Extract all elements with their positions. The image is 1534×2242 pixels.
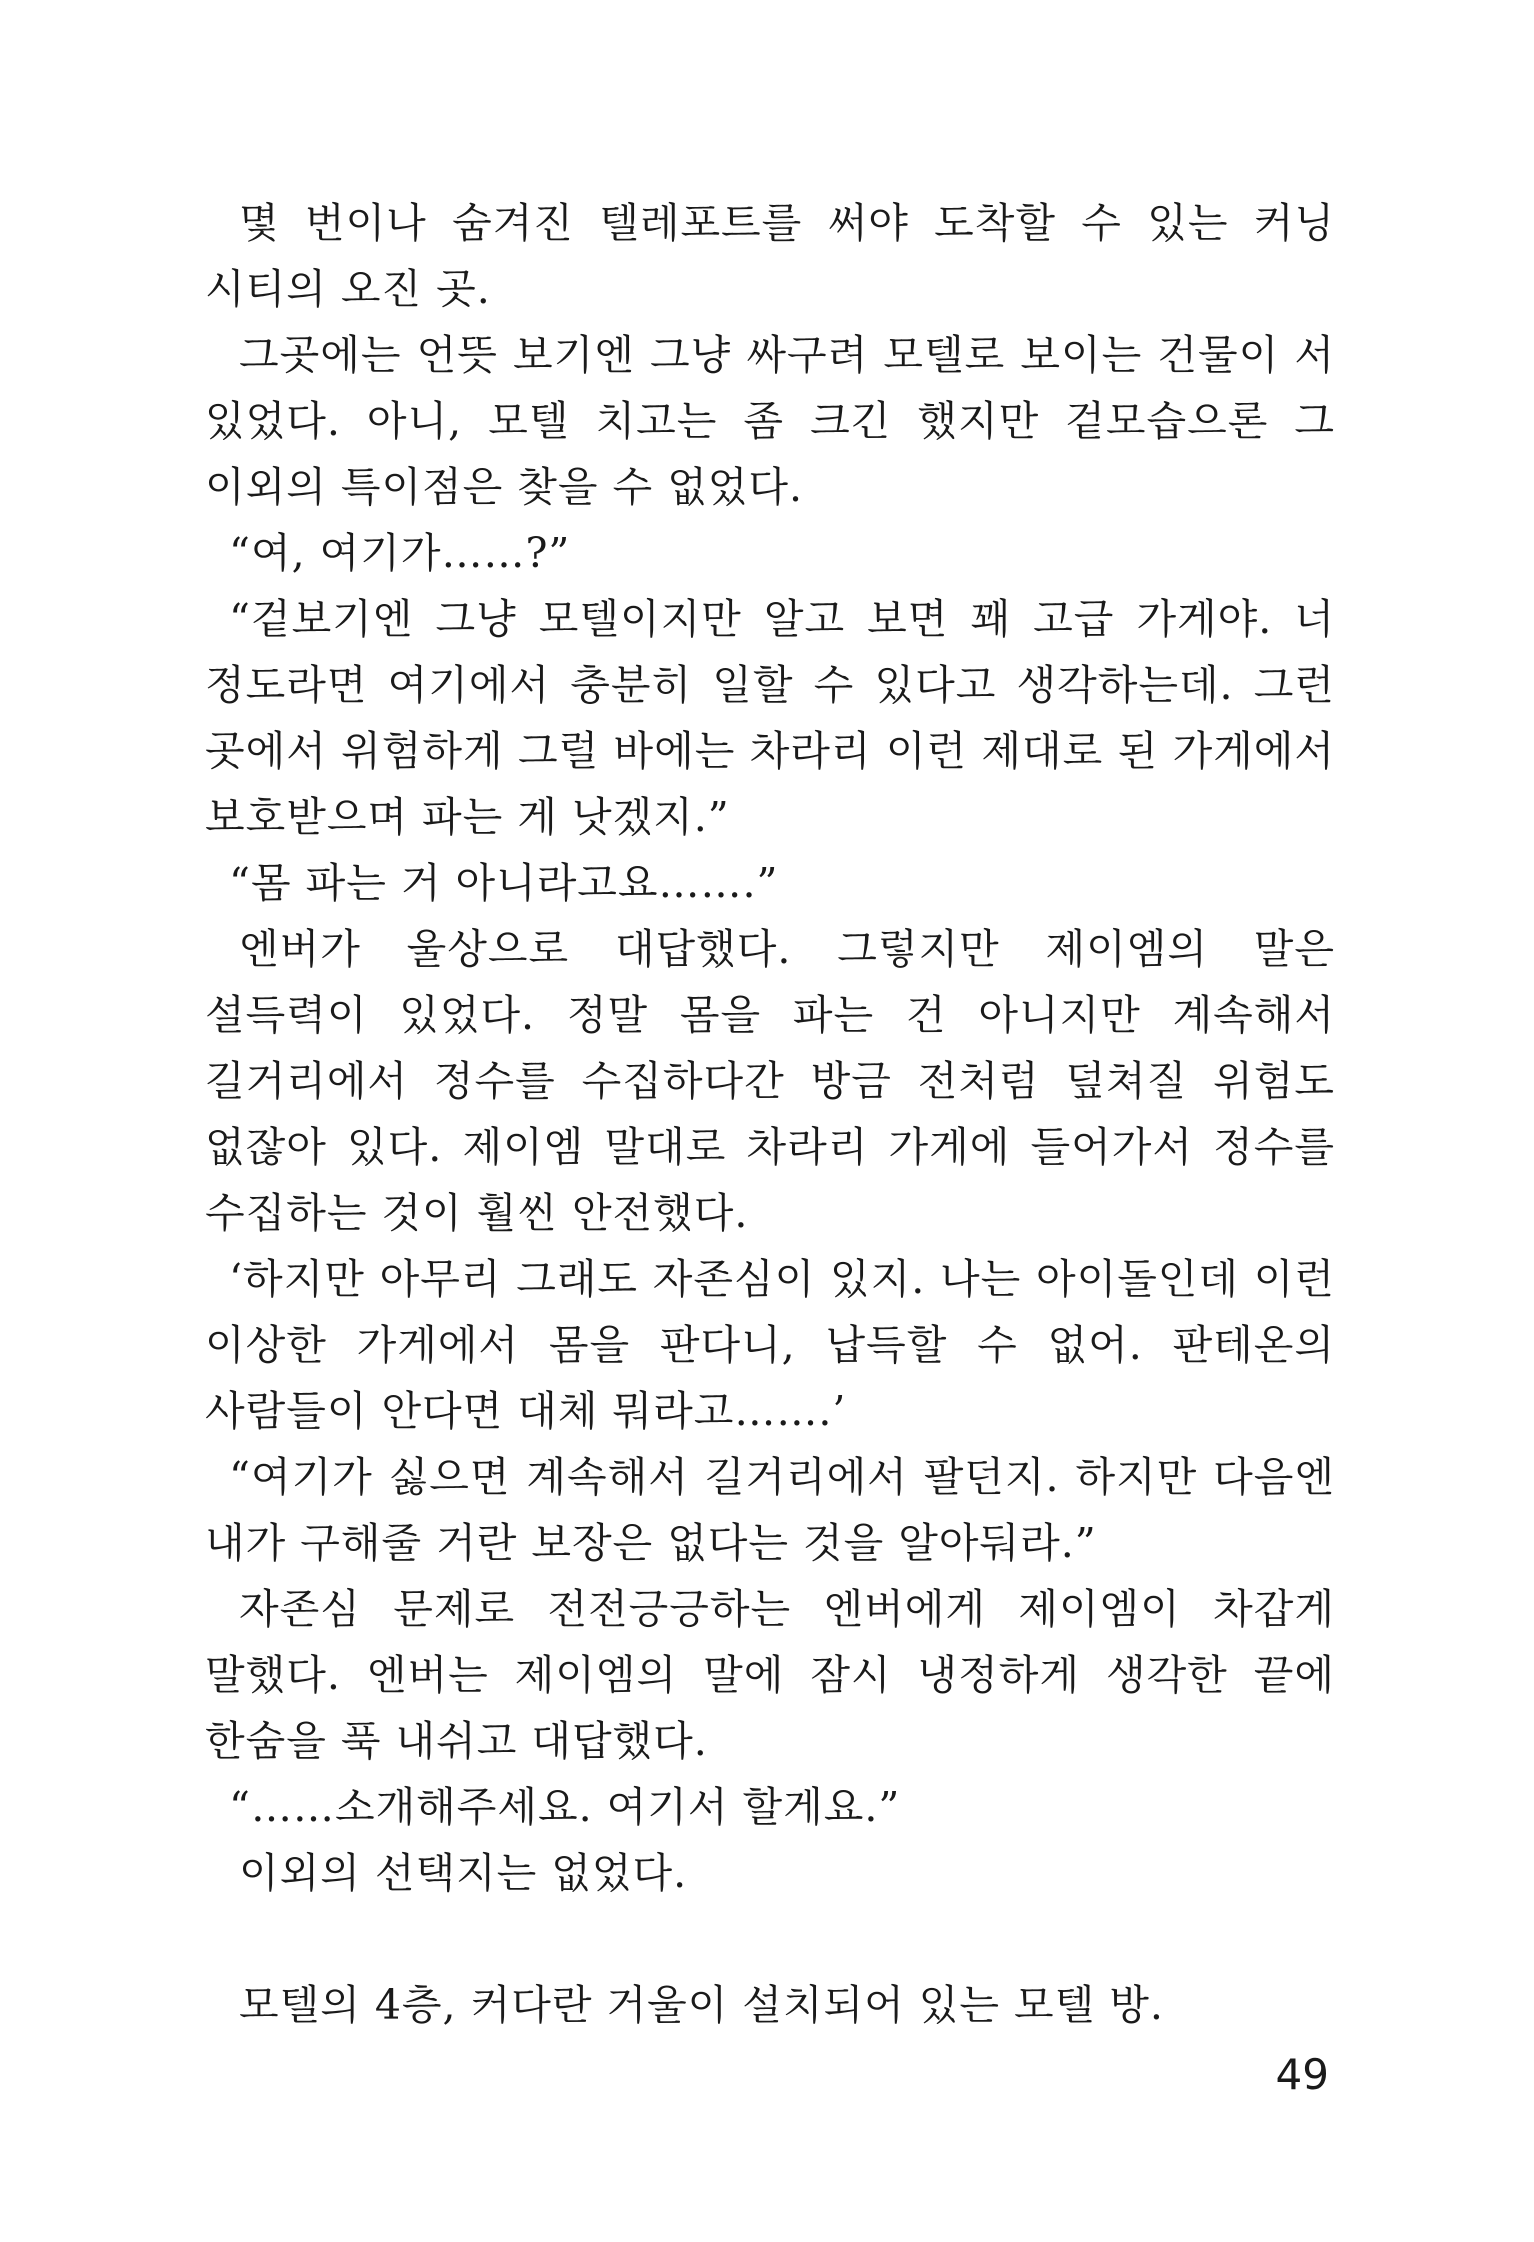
paragraph-4: “겉보기엔 그냥 모텔이지만 알고 보면 꽤 고급 가게야. 너 정도라면 여기에서 충분히 일할 수 있다고 생각하는데. 그런 곳에서 위험하게 그럴 바에는 차라리 이런 제대로 된 가게에서 보호받으며 파는 게 낫겠지.” [205, 595, 1335, 841]
paragraph-10: “……소개해주세요. 여기서 할게요.” [229, 1783, 901, 1831]
paragraph-5: “몸 파는 거 아니라고요…….” [229, 859, 779, 907]
paragraph-3: “여, 여기가……?” [229, 529, 571, 577]
paragraph-9: 자존심 문제로 전전긍긍하는 엔버에게 제이엠이 차갑게 말했다. 엔버는 제이엠의 말에 잠시 냉정하게 생각한 끝에 한숨을 푹 내쉬고 대답했다. [205, 1585, 1335, 1765]
paragraph-1: 몇 번이나 숨겨진 텔레포트를 써야 도착할 수 있는 커닝 시티의 오진 곳. [205, 199, 1335, 313]
paragraph-7: ‘하지만 아무리 그래도 자존심이 있지. 나는 아이돌인데 이런 이상한 가게에서 몸을 판다니, 납득할 수 없어. 판테온의 사람들이 안다면 대체 뭐라고…….’ [205, 1255, 1335, 1435]
paragraph-8: “여기가 싫으면 계속해서 길거리에서 팔던지. 하지만 다음엔 내가 구해줄 거란 보장은 없다는 것을 알아둬라.” [205, 1453, 1335, 1567]
paragraph-12: 모텔의 4층, 커다란 거울이 설치되어 있는 모텔 방. [239, 1981, 1164, 2029]
paragraph-11: 이외의 선택지는 없었다. [239, 1849, 688, 1897]
paragraph-6: 엔버가 울상으로 대답했다. 그렇지만 제이엠의 말은 설득력이 있었다. 정말 몸을 파는 건 아니지만 계속해서 길거리에서 정수를 수집하다간 방금 전처럼 덮쳐질 위험도 없잖아 있다. 제이엠 말대로 차라리 가게에 들어가서 정수를 수집하는 것이 훨씬 안전했다. [205, 925, 1335, 1237]
page-number: 49 [1275, 2050, 1329, 2099]
paragraph-2: 그곳에는 언뜻 보기엔 그냥 싸구려 모텔로 보이는 건물이 서 있었다. 아니, 모텔 치고는 좀 크긴 했지만 겉모습으론 그 이외의 특이점은 찾을 수 없었다. [205, 331, 1335, 511]
page-body [205, 190, 1335, 2038]
